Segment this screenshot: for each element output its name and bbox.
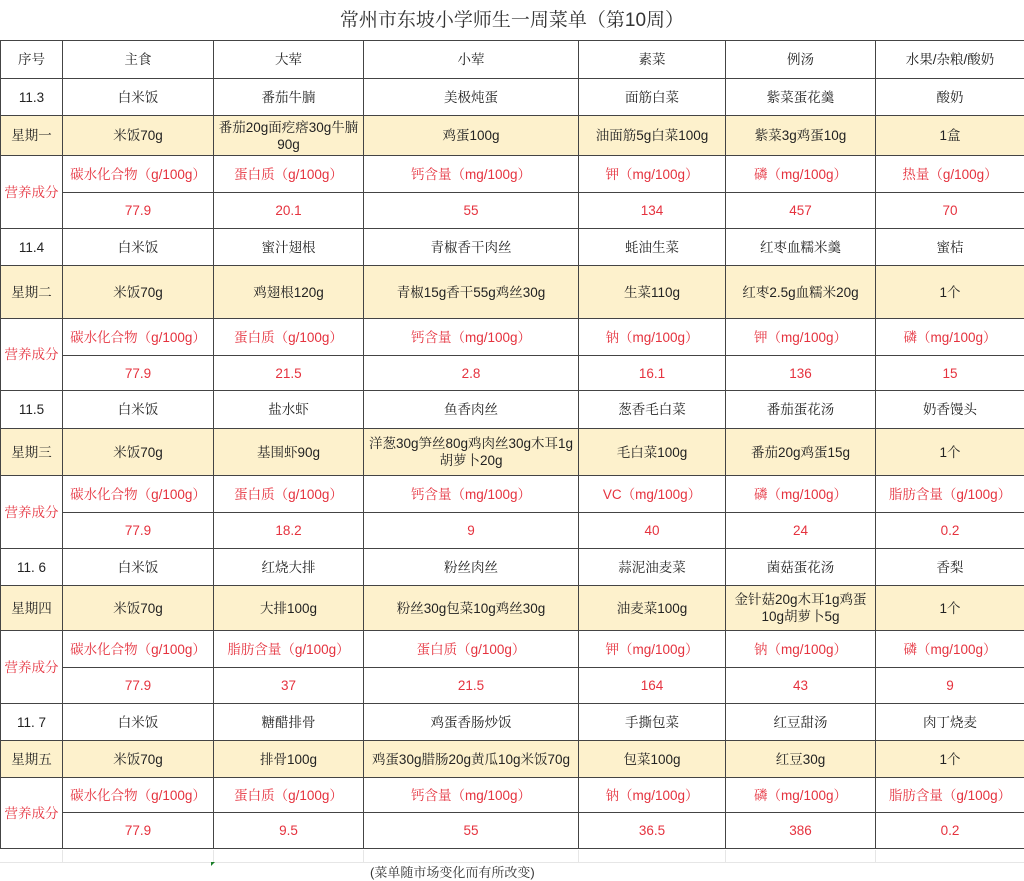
weekday-cell: 星期一 bbox=[1, 116, 63, 156]
date-cell: 11.3 bbox=[1, 79, 63, 116]
nutrient-label-row bbox=[1, 319, 1024, 356]
portion-row bbox=[1, 429, 1024, 476]
portion-soup: 番茄20g鸡蛋15g bbox=[726, 429, 876, 476]
nutrient-name: 钾（mg/100g） bbox=[579, 156, 726, 193]
nutrient-value: 40 bbox=[579, 513, 726, 549]
nutrient-value: 136 bbox=[726, 356, 876, 391]
nutrient-name: 碳水化合物（g/100g） bbox=[63, 476, 214, 513]
portion-vegetable: 油面筋5g白菜100g bbox=[579, 116, 726, 156]
nutrient-value-row bbox=[1, 193, 1024, 229]
portion-soup: 红枣2.5g血糯米20g bbox=[726, 266, 876, 319]
nutrient-value: 134 bbox=[579, 193, 726, 229]
nutrient-name: 蛋白质（g/100g） bbox=[214, 319, 364, 356]
nutrient-value: 21.5 bbox=[214, 356, 364, 391]
portion-row bbox=[1, 741, 1024, 778]
dish-vegetable: 蒜泥油麦菜 bbox=[579, 549, 726, 586]
dish-fruit: 蜜桔 bbox=[876, 229, 1024, 266]
nutrient-value: 20.1 bbox=[214, 193, 364, 229]
nutrient-name: 磷（mg/100g） bbox=[726, 156, 876, 193]
nutrient-name: 钠（mg/100g） bbox=[726, 631, 876, 668]
nutrient-name: 磷（mg/100g） bbox=[876, 631, 1024, 668]
dish-vegetable: 手撕包菜 bbox=[579, 704, 726, 741]
dish-vegetable: 葱香毛白菜 bbox=[579, 391, 726, 429]
nutrient-label-row bbox=[1, 778, 1024, 813]
portion-staple: 米饭70g bbox=[63, 116, 214, 156]
menu-table bbox=[0, 40, 1024, 849]
nutrient-name: VC（mg/100g） bbox=[579, 476, 726, 513]
weekday-cell: 星期四 bbox=[1, 586, 63, 631]
dish-main-meat: 糖醋排骨 bbox=[214, 704, 364, 741]
nutrient-name: 钙含量（mg/100g） bbox=[364, 778, 579, 813]
nutrient-value: 0.2 bbox=[876, 513, 1024, 549]
nutrient-name: 钾（mg/100g） bbox=[726, 319, 876, 356]
dish-row bbox=[1, 549, 1024, 586]
dish-side-meat: 美极炖蛋 bbox=[364, 79, 579, 116]
nutrient-name: 钙含量（mg/100g） bbox=[364, 319, 579, 356]
nutrient-name: 磷（mg/100g） bbox=[726, 778, 876, 813]
nutrient-value: 457 bbox=[726, 193, 876, 229]
dish-side-meat: 粉丝肉丝 bbox=[364, 549, 579, 586]
dish-soup: 红豆甜汤 bbox=[726, 704, 876, 741]
nutrient-name: 蛋白质（g/100g） bbox=[214, 476, 364, 513]
nutrient-value: 77.9 bbox=[63, 356, 214, 391]
dish-main-meat: 盐水虾 bbox=[214, 391, 364, 429]
portion-vegetable: 生菜110g bbox=[579, 266, 726, 319]
nutrient-value: 36.5 bbox=[579, 813, 726, 849]
weekday-cell: 星期二 bbox=[1, 266, 63, 319]
nutrient-name: 钙含量（mg/100g） bbox=[364, 476, 579, 513]
dish-staple: 白米饭 bbox=[63, 549, 214, 586]
portion-row bbox=[1, 586, 1024, 631]
nutrient-value-row bbox=[1, 356, 1024, 391]
nutrient-value-row bbox=[1, 668, 1024, 704]
nutrient-name: 钙含量（mg/100g） bbox=[364, 156, 579, 193]
column-header: 例汤 bbox=[726, 41, 876, 79]
portion-main-meat: 番茄20g面疙瘩30g牛腩90g bbox=[214, 116, 364, 156]
nutrient-name: 脂肪含量（g/100g） bbox=[876, 778, 1024, 813]
dish-staple: 白米饭 bbox=[63, 79, 214, 116]
dish-main-meat: 红烧大排 bbox=[214, 549, 364, 586]
column-header: 素菜 bbox=[579, 41, 726, 79]
nutrient-name: 热量（g/100g） bbox=[876, 156, 1024, 193]
nutrient-label-row bbox=[1, 476, 1024, 513]
nutrient-name: 蛋白质（g/100g） bbox=[214, 778, 364, 813]
portion-fruit: 1个 bbox=[876, 741, 1024, 778]
dish-soup: 菌菇蛋花汤 bbox=[726, 549, 876, 586]
portion-soup: 金针菇20g木耳1g鸡蛋10g胡萝卜5g bbox=[726, 586, 876, 631]
nutrient-value: 77.9 bbox=[63, 813, 214, 849]
nutrient-name: 脂肪含量（g/100g） bbox=[214, 631, 364, 668]
nutrient-value: 77.9 bbox=[63, 513, 214, 549]
footnote: (菜单随市场变化而有所改变) bbox=[370, 862, 535, 881]
dish-row bbox=[1, 79, 1024, 116]
portion-main-meat: 排骨100g bbox=[214, 741, 364, 778]
dish-main-meat: 蜜汁翅根 bbox=[214, 229, 364, 266]
portion-staple: 米饭70g bbox=[63, 266, 214, 319]
nutrient-value-row bbox=[1, 813, 1024, 849]
nutrient-value: 21.5 bbox=[364, 668, 579, 704]
portion-side-meat: 鸡蛋100g bbox=[364, 116, 579, 156]
nutrient-name: 蛋白质（g/100g） bbox=[214, 156, 364, 193]
nutrient-value: 9.5 bbox=[214, 813, 364, 849]
nutrient-name: 磷（mg/100g） bbox=[876, 319, 1024, 356]
nutrient-name: 碳水化合物（g/100g） bbox=[63, 631, 214, 668]
date-cell: 11.4 bbox=[1, 229, 63, 266]
weekday-cell: 星期五 bbox=[1, 741, 63, 778]
dish-row bbox=[1, 391, 1024, 429]
portion-fruit: 1盒 bbox=[876, 116, 1024, 156]
column-header: 主食 bbox=[63, 41, 214, 79]
portion-main-meat: 鸡翅根120g bbox=[214, 266, 364, 319]
nutrient-name: 碳水化合物（g/100g） bbox=[63, 778, 214, 813]
nutrient-name: 钠（mg/100g） bbox=[579, 319, 726, 356]
nutrient-value: 164 bbox=[579, 668, 726, 704]
nutrient-value: 70 bbox=[876, 193, 1024, 229]
dish-soup: 紫菜蛋花羹 bbox=[726, 79, 876, 116]
nutrient-value: 55 bbox=[364, 193, 579, 229]
nutrient-value: 55 bbox=[364, 813, 579, 849]
weekday-cell: 星期三 bbox=[1, 429, 63, 476]
portion-soup: 紫菜3g鸡蛋10g bbox=[726, 116, 876, 156]
nutrient-value: 0.2 bbox=[876, 813, 1024, 849]
date-cell: 11.5 bbox=[1, 391, 63, 429]
nutrient-value-row bbox=[1, 513, 1024, 549]
nutrition-label: 营养成分 bbox=[1, 156, 63, 229]
dish-row bbox=[1, 704, 1024, 741]
portion-side-meat: 洋葱30g笋丝80g鸡肉丝30g木耳1g胡萝卜20g bbox=[364, 429, 579, 476]
nutrient-value: 16.1 bbox=[579, 356, 726, 391]
portion-main-meat: 大排100g bbox=[214, 586, 364, 631]
column-header: 小荤 bbox=[364, 41, 579, 79]
dish-vegetable: 蚝油生菜 bbox=[579, 229, 726, 266]
portion-fruit: 1个 bbox=[876, 586, 1024, 631]
portion-side-meat: 鸡蛋30g腊肠20g黄瓜10g米饭70g bbox=[364, 741, 579, 778]
dish-staple: 白米饭 bbox=[63, 391, 214, 429]
portion-fruit: 1个 bbox=[876, 266, 1024, 319]
portion-staple: 米饭70g bbox=[63, 741, 214, 778]
dish-side-meat: 鱼香肉丝 bbox=[364, 391, 579, 429]
nutrient-value: 2.8 bbox=[364, 356, 579, 391]
dish-fruit: 肉丁烧麦 bbox=[876, 704, 1024, 741]
column-header: 水果/杂粮/酸奶 bbox=[876, 41, 1024, 79]
nutrient-value: 43 bbox=[726, 668, 876, 704]
nutrient-value: 77.9 bbox=[63, 193, 214, 229]
nutrient-name: 钾（mg/100g） bbox=[579, 631, 726, 668]
dish-main-meat: 番茄牛腩 bbox=[214, 79, 364, 116]
dish-staple: 白米饭 bbox=[63, 704, 214, 741]
page-title: 常州市东坡小学师生一周菜单（第10周） bbox=[0, 0, 1024, 40]
nutrition-label: 营养成分 bbox=[1, 631, 63, 704]
portion-vegetable: 油麦菜100g bbox=[579, 586, 726, 631]
nutrient-name: 磷（mg/100g） bbox=[726, 476, 876, 513]
portion-soup: 红豆30g bbox=[726, 741, 876, 778]
portion-side-meat: 粉丝30g包菜10g鸡丝30g bbox=[364, 586, 579, 631]
nutrient-label-row bbox=[1, 631, 1024, 668]
column-header: 大荤 bbox=[214, 41, 364, 79]
nutrient-value: 18.2 bbox=[214, 513, 364, 549]
cell-comment-marker bbox=[211, 862, 215, 866]
nutrient-value: 37 bbox=[214, 668, 364, 704]
nutrient-name: 碳水化合物（g/100g） bbox=[63, 319, 214, 356]
portion-side-meat: 青椒15g香干55g鸡丝30g bbox=[364, 266, 579, 319]
nutrient-name: 脂肪含量（g/100g） bbox=[876, 476, 1024, 513]
date-cell: 11. 6 bbox=[1, 549, 63, 586]
nutrition-label: 营养成分 bbox=[1, 778, 63, 849]
dish-fruit: 香梨 bbox=[876, 549, 1024, 586]
dish-staple: 白米饭 bbox=[63, 229, 214, 266]
nutrition-label: 营养成分 bbox=[1, 476, 63, 549]
portion-row bbox=[1, 116, 1024, 156]
nutrient-label-row bbox=[1, 156, 1024, 193]
dish-soup: 红枣血糯米羹 bbox=[726, 229, 876, 266]
portion-staple: 米饭70g bbox=[63, 586, 214, 631]
portion-row bbox=[1, 266, 1024, 319]
portion-vegetable: 毛白菜100g bbox=[579, 429, 726, 476]
portion-fruit: 1个 bbox=[876, 429, 1024, 476]
nutrient-value: 9 bbox=[364, 513, 579, 549]
nutrient-value: 386 bbox=[726, 813, 876, 849]
portion-main-meat: 基围虾90g bbox=[214, 429, 364, 476]
nutrient-value: 77.9 bbox=[63, 668, 214, 704]
nutrient-value: 24 bbox=[726, 513, 876, 549]
header-row bbox=[1, 41, 1024, 79]
dish-side-meat: 青椒香干肉丝 bbox=[364, 229, 579, 266]
portion-staple: 米饭70g bbox=[63, 429, 214, 476]
nutrition-label: 营养成分 bbox=[1, 319, 63, 391]
dish-fruit: 奶香馒头 bbox=[876, 391, 1024, 429]
dish-side-meat: 鸡蛋香肠炒饭 bbox=[364, 704, 579, 741]
portion-vegetable: 包菜100g bbox=[579, 741, 726, 778]
nutrient-name: 钠（mg/100g） bbox=[579, 778, 726, 813]
dish-fruit: 酸奶 bbox=[876, 79, 1024, 116]
nutrient-value: 15 bbox=[876, 356, 1024, 391]
date-cell: 11. 7 bbox=[1, 704, 63, 741]
nutrient-value: 9 bbox=[876, 668, 1024, 704]
dish-row bbox=[1, 229, 1024, 266]
nutrient-name: 碳水化合物（g/100g） bbox=[63, 156, 214, 193]
dish-soup: 番茄蛋花汤 bbox=[726, 391, 876, 429]
dish-vegetable: 面筋白菜 bbox=[579, 79, 726, 116]
nutrient-name: 蛋白质（g/100g） bbox=[364, 631, 579, 668]
column-header: 序号 bbox=[1, 41, 63, 79]
